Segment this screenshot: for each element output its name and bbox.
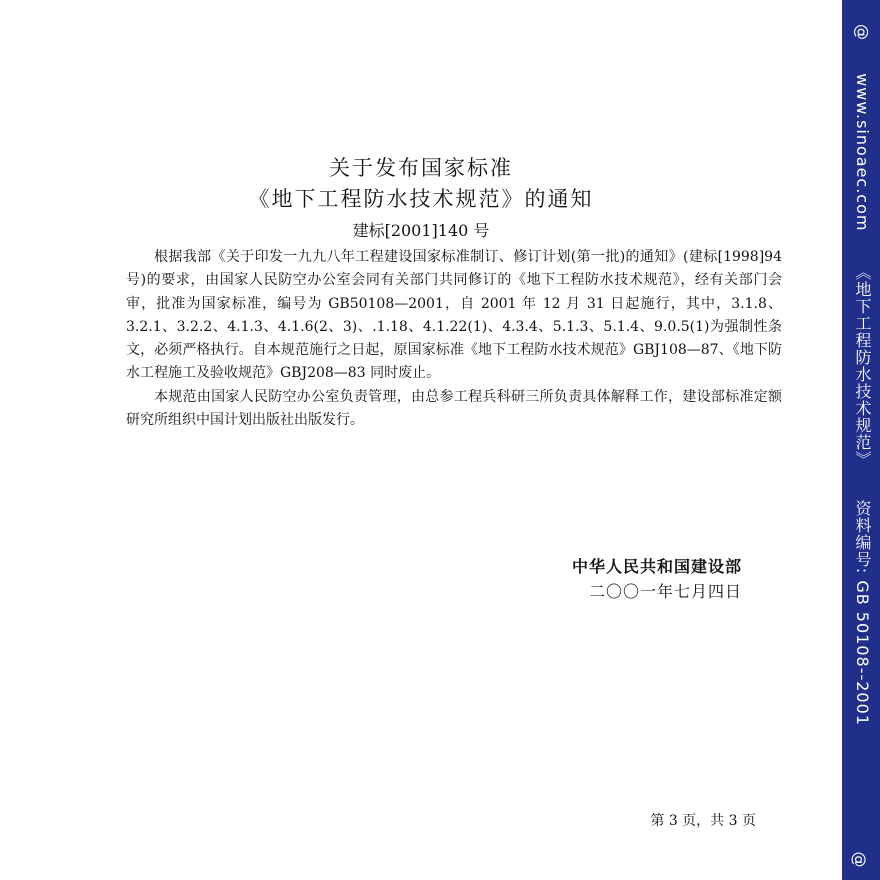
title-line-1: 关于发布国家标准 [329, 156, 513, 180]
paragraph-1: 根据我部《关于印发一九九八年工程建设国家标准制订、修订计划(第一批)的通知》(建标[1998]94 号)的要求，由国家人民防空办公室会同有关部门共同修订的《地下工程防水技术规范》，经有关部门会审，批准为国家标准，编号为 GB50108—2001，自 2001 年 12 月 31 日起施行，其中，3.1.8、3.2.1、3.2.2、4.1.3、4.1.6(2、3)、.1.18、4.1.22(1)、4.3.4、5.1.3、5.1.4、9.0.5(1)为强制性条文，必须严格执行。自本规范施行之日起，原国家标准《地下工程防水技术规范》GBJ108—87、《地下防水工程施工及验收规范》GBJ208—83 同时废止。 [126, 249, 782, 382]
page-footer: 第 3 页，共 3 页 [650, 813, 756, 829]
standard-title: 《地下工程防水技术规范》 [853, 263, 872, 468]
document-body [126, 246, 782, 432]
sidebar-banner [842, 0, 880, 880]
code-label: 资料编号: [853, 499, 872, 575]
website-link[interactable]: www.sinoaec.com [853, 73, 872, 232]
issue-date: 二〇〇一年七月四日 [588, 582, 742, 601]
title-line-2: 《地下工程防水技术规范》的通知 [248, 187, 594, 211]
at-sign-bottom: @ [850, 851, 870, 868]
signer: 中华人民共和国建设部 [571, 557, 742, 576]
at-sign-top: @ [853, 24, 872, 41]
paragraph-2: 本规范由国家人民防空办公室负责管理，由总参工程兵科研三所负责具体解释工作，建设部标准定额研究所组织中国计划出版社出版发行。 [126, 388, 782, 429]
document-number: 建标[2001]140 号 [352, 221, 490, 240]
sidebar-text-column [851, 24, 874, 726]
code-value: GB 50108--2001 [853, 580, 872, 726]
